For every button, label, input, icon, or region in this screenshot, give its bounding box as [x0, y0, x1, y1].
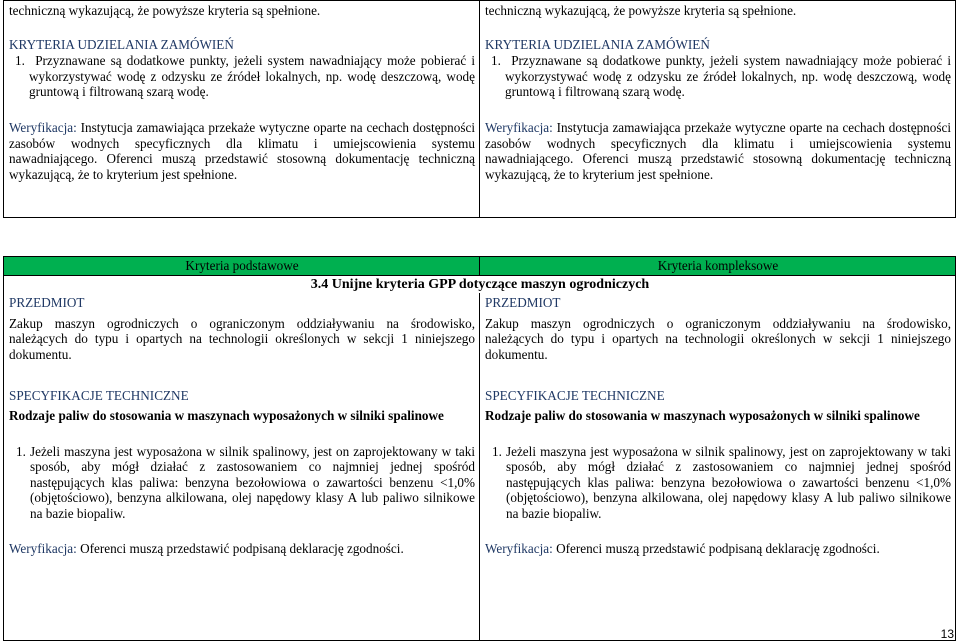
continuation-line: techniczną wykazującą, że powyższe kryteria są spełnione.	[9, 3, 321, 18]
fuel-types-subheading: Rodzaje paliw do stosowania w maszynach wyposażonych w silniki spalinowe	[485, 407, 920, 423]
award-criteria-item: 1. Przyznawane są dodatkowe punkty, jeżeli system nawadniający może pobierać i wykorzystywać wodę z odzysku ze źródeł lokalnych, np. wodę deszczową, wodę gruntową i filtrowaną szarą wodę.	[491, 53, 952, 100]
verification-label: Weryfikacja:	[485, 540, 553, 556]
verification-paragraph	[9, 120, 475, 182]
subject-text: Zakup maszyn ogrodniczych o ograniczonym oddziaływaniu na środowisko, należących do typu i opartych na technologii określonych w sekcji 1 niniejszego dokumentu.	[9, 315, 475, 362]
bottom-right-cell	[480, 293, 956, 641]
verification-text: Instytucja zamawiająca przekaże wytyczne oparte na cechach dostępności zasobów wodnych specyficznych dla klimatu i umiejscowienia systemu nawadniającego. Oferenci muszą przedstawić stosowną dokumentację techniczną wykazującą, że to kryterium jest spełnione.	[485, 119, 952, 182]
award-criteria-heading: KRYTERIA UDZIELANIA ZAMÓWIEŃ	[9, 36, 234, 52]
verification-label: Weryfikacja:	[485, 119, 553, 135]
award-criteria-item: 1. Przyznawane są dodatkowe punkty, jeżeli system nawadniający może pobierać i wykorzystywać wodę z odzysku ze źródeł lokalnych, np. wodę deszczową, wodę gruntową i filtrowaną szarą wodę.	[15, 53, 476, 100]
verification-label: Weryfikacja:	[9, 540, 77, 556]
basic-criteria-header: Kryteria podstawowe	[4, 257, 480, 276]
page-number: 13	[940, 627, 954, 641]
subject-heading: PRZEDMIOT	[9, 295, 85, 310]
award-criteria-heading: KRYTERIA UDZIELANIA ZAMÓWIEŃ	[485, 36, 710, 52]
spec-item: 1. Jeżeli maszyna jest wyposażona w silnik spalinowy, jest on zaprojektowany w taki sposób, aby mógł działać z zastosowaniem co najmniej jednej spośród następujących klas paliwa: benzyna bezołowiowa o zawartości benzenu <1,0% (objętościowo), benzyna alkilowana, olej napędowy klasy A lub paliwo silnikowe na bazie biopaliw.	[492, 443, 951, 521]
verification-paragraph	[485, 120, 951, 182]
technical-specs-heading: SPECYFIKACJE TECHNICZNE	[9, 388, 189, 404]
verification-text: Instytucja zamawiająca przekaże wytyczne oparte na cechach dostępności zasobów wodnych specyficznych dla klimatu i umiejscowienia systemu nawadniającego. Oferenci muszą przedstawić stosowną dokumentację techniczną wykazującą, że to kryterium jest spełnione.	[9, 119, 476, 182]
verification-label: Weryfikacja:	[9, 119, 77, 135]
verification-paragraph	[485, 541, 951, 557]
subject-text: Zakup maszyn ogrodniczych o ograniczonym oddziaływaniu na środowisko, należących do typu i opartych na technologii określonych w sekcji 1 niniejszego dokumentu.	[485, 315, 951, 362]
section-title: 3.4 Unijne kryteria GPP dotyczące maszyn ogrodniczych	[4, 276, 956, 294]
spec-item: 1. Jeżeli maszyna jest wyposażona w silnik spalinowy, jest on zaprojektowany w taki sposób, aby mógł działać z zastosowaniem co najmniej jednej spośród następujących klas paliwa: benzyna bezołowiowa o zawartości benzenu <1,0% (objętościowo), benzyna alkilowana, olej napędowy klasy A lub paliwo silnikowe na bazie biopaliw.	[16, 443, 475, 521]
verification-paragraph	[9, 541, 475, 557]
comprehensive-criteria-header: Kryteria kompleksowe	[480, 257, 956, 276]
verification-text: Oferenci muszą przedstawić podpisaną deklarację zgodności.	[556, 540, 880, 556]
technical-specs-heading: SPECYFIKACJE TECHNICZNE	[485, 388, 665, 404]
subject-heading: PRZEDMIOT	[485, 295, 561, 310]
verification-text: Oferenci muszą przedstawić podpisaną deklarację zgodności.	[80, 540, 404, 556]
bottom-left-cell	[4, 293, 480, 641]
fuel-types-subheading: Rodzaje paliw do stosowania w maszynach wyposażonych w silniki spalinowe	[9, 407, 444, 423]
continuation-line: techniczną wykazującą, że powyższe kryteria są spełnione.	[485, 3, 797, 18]
gpp-criteria-table	[3, 256, 956, 641]
top-left-cell	[4, 1, 480, 218]
top-right-cell	[480, 1, 956, 218]
top-criteria-table	[3, 0, 956, 218]
